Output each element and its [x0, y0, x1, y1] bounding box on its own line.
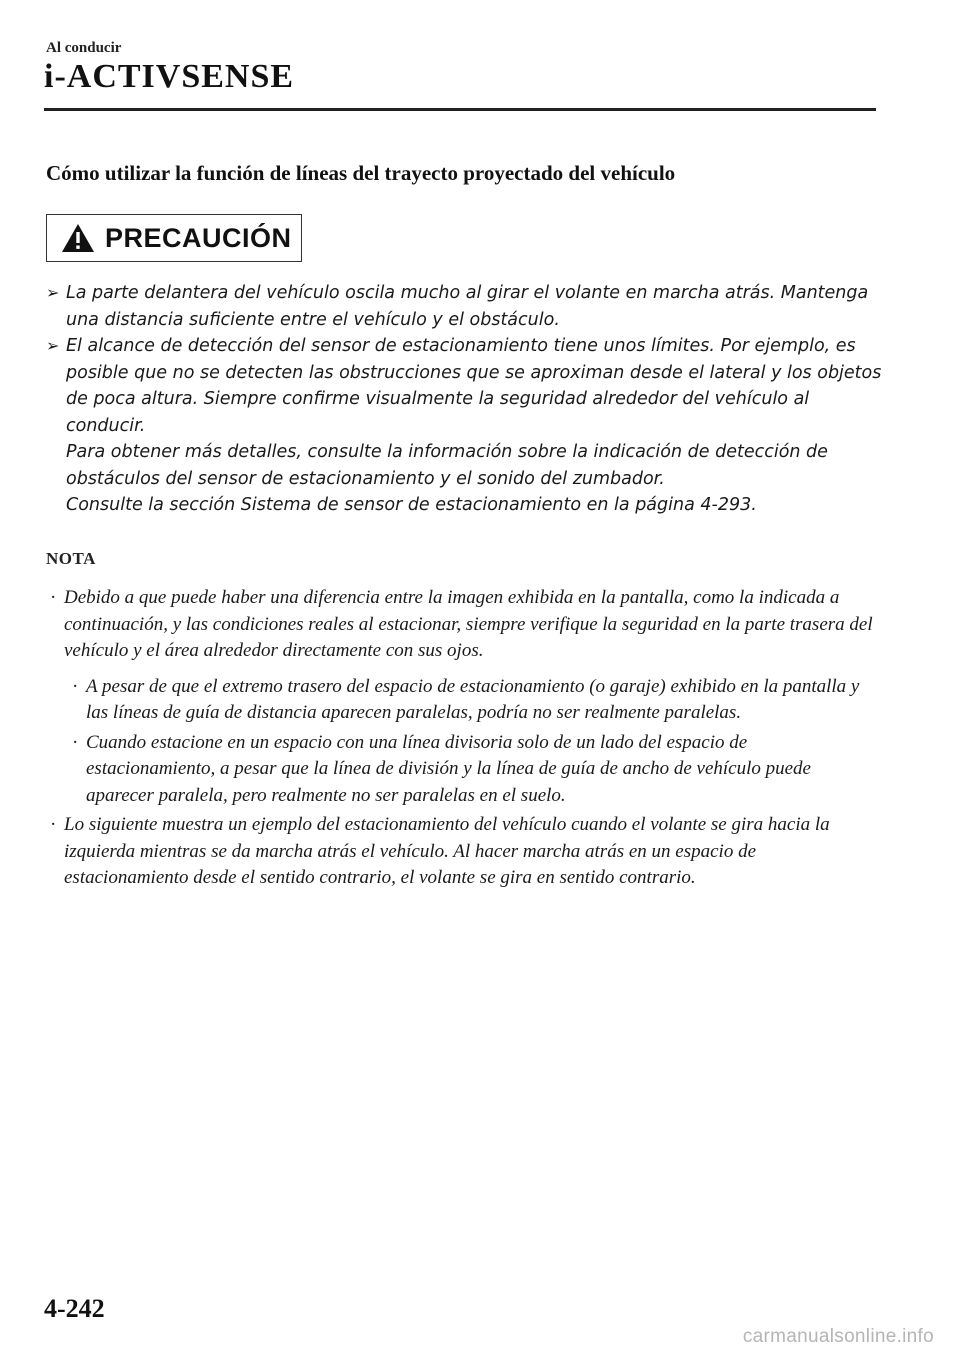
section-title: Cómo utilizar la función de líneas del trayecto proyectado del vehículo	[46, 161, 676, 185]
dot-bullet-icon: ·	[72, 731, 79, 753]
nota-item	[46, 585, 876, 665]
nota-subitem	[68, 730, 876, 810]
nota-text: A pesar de que el extremo trasero del espacio de estacionamiento (o garaje) exhibido en la pantalla y las líneas de guía de distancia aparecen paralelas, podría no ser realmente paralelas.	[86, 675, 860, 723]
caution-item	[46, 333, 886, 519]
header-rule	[44, 108, 876, 111]
nota-list	[46, 585, 876, 901]
dot-bullet-icon: ·	[50, 814, 57, 835]
caution-reference-link[interactable]: Consulte la sección Sistema de sensor de estacionamiento en la página 4-293.	[66, 495, 757, 515]
nota-subitem	[68, 674, 876, 727]
caution-text: Para obtener más detalles, consulte la información sobre la indicación de detección de obstáculos del sensor de estacionamiento y el sonido del zumbador.	[66, 442, 828, 489]
header-section-label: Al conducir	[46, 40, 122, 56]
dot-bullet-icon: ·	[50, 587, 57, 608]
nota-label: NOTA	[46, 549, 96, 568]
arrow-bullet-icon: ➢	[46, 336, 60, 355]
nota-text: Lo siguiente muestra un ejemplo del estacionamiento del vehículo cuando el volante se gira hacia la izquierda mientras se da marcha atrás el vehículo. Al hacer marcha atrás en un espacio de estacionamiento desde el sentido contrario, el volante se gira en sentido contrario.	[64, 814, 830, 888]
nota-text: Cuando estacione en un espacio con una línea divisoria solo de un lado del espacio de estacionamiento, a pesar que la línea de división y la línea de guía de ancho de vehículo puede aparecer paralela, pero realmente no ser paralelas en el suelo.	[86, 731, 811, 806]
caution-text: La parte delantera del vehículo oscila mucho al girar el volante en marcha atrás. Mantenga una distancia suficiente entre el vehículo y el obstáculo.	[66, 283, 869, 330]
caution-box	[46, 214, 302, 262]
nota-item	[46, 812, 876, 892]
caution-list	[46, 280, 886, 519]
nota-text: Debido a que puede haber una diferencia entre la imagen exhibida en la pantalla, como la indicada a continuación, y las condiciones reales al estacionar, siempre verifique la seguridad en la parte trasera del vehículo y el área alrededor directamente con sus ojos.	[64, 587, 873, 661]
watermark: carmanualsonline.info	[742, 1326, 934, 1347]
caution-text: El alcance de detección del sensor de estacionamiento tiene unos límites. Por ejemplo, es posible que no se detecten las obstrucciones que se aproximan desde el lateral y los objetos de poca altura. Siempre confirme visualmente la seguridad alrededor del vehículo al conducir.	[66, 336, 882, 436]
caution-item	[46, 280, 886, 333]
warning-triangle-icon	[61, 223, 95, 253]
dot-bullet-icon: ·	[72, 675, 79, 697]
caution-label: PRECAUCIÓN	[105, 222, 292, 253]
arrow-bullet-icon: ➢	[46, 283, 60, 302]
page-number: 4-242	[44, 1294, 105, 1323]
header-title: i-ACTIVSENSE	[44, 58, 295, 95]
